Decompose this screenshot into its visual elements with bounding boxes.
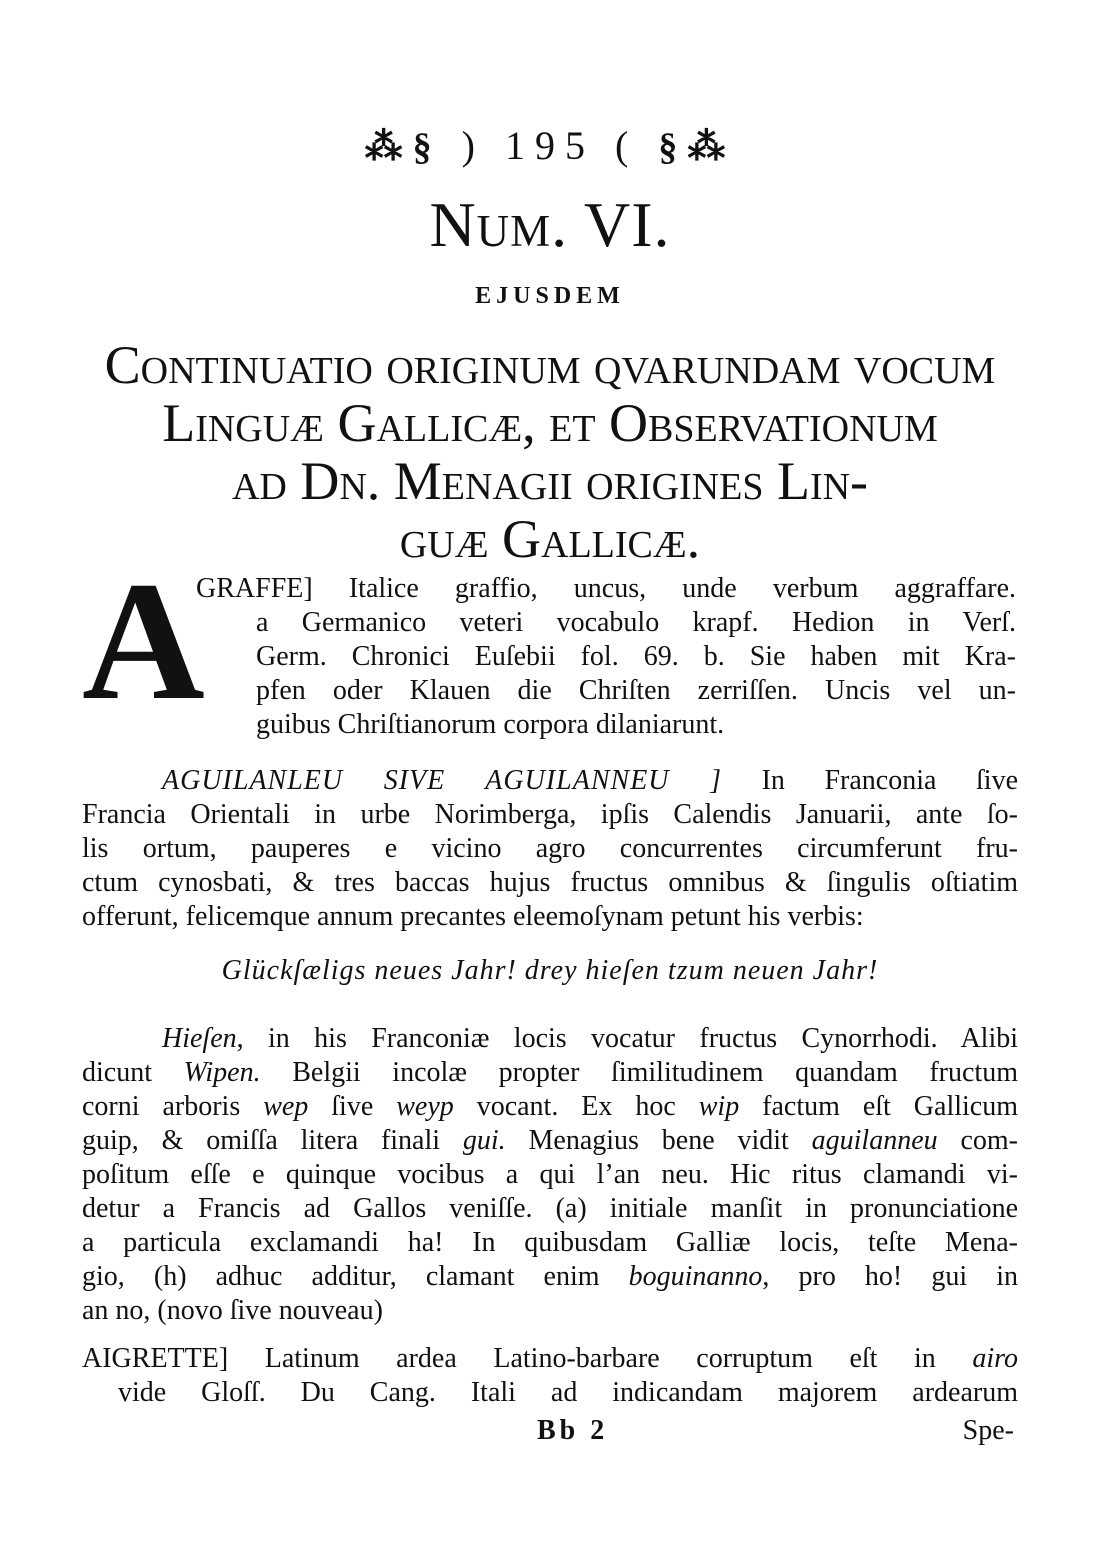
text-line [82, 1090, 1018, 1124]
text-line: pfen oder Klauen die Chriſten zerriſſen. Uncis vel un- [256, 675, 1016, 706]
text-segment: com- [937, 1125, 1019, 1156]
text-segment: ſive [308, 1091, 397, 1122]
text-line: GRAFFE] Italice graffio, uncus, unde verbum aggraffare. [196, 573, 1016, 604]
text-line [82, 1260, 1018, 1294]
italic-word: boguinanno [628, 1261, 763, 1292]
paren-right: ( [615, 123, 639, 168]
page-footer [82, 1414, 1018, 1448]
text-line: a Germanico veteri vocabulo krapf. Hedion in Verſ. [256, 607, 1016, 638]
ornament-left: ⁂§ [364, 126, 442, 168]
text-segment: AIGRETTE] Latinum ardea Latino-barbare corruptum eſt in [82, 1343, 973, 1374]
text-segment: factum eſt Gallicum [739, 1091, 1018, 1122]
main-title-line: guæ Gallicæ. [399, 509, 701, 569]
text-line: detur a Francis ad Gallos veniſſe. (a) initiale manſit in pronunciatione [82, 1193, 1018, 1224]
text-line [82, 1022, 1018, 1056]
entry-hiefen [82, 1022, 1018, 1328]
entry-agraffe-text [196, 572, 1016, 742]
text-segment: Menagius bene vidit [505, 1125, 812, 1156]
text-line [82, 1056, 1018, 1090]
text-line: ctum cynosbati, & tres baccas hujus fructus omnibus & ſingulis oſtiatim [82, 867, 1018, 898]
text-segment: Belgii incolæ propter ſimilitudinem quandam fructum [260, 1057, 1018, 1088]
section-number-title: Num. VI. [429, 189, 671, 260]
text-line: offerunt, felicemque annum precantes eleemoſynam petunt his verbis: [82, 901, 864, 932]
paren-left: ) [461, 123, 485, 168]
main-title-line: ad Dn. Menagii origines Lin- [231, 451, 869, 511]
text-line: lis ortum, pauperes e vicino agro concurrentes circumferunt fru- [82, 833, 1018, 864]
signature-mark: Bb 2 [537, 1415, 609, 1446]
text-segment: , pro ho! gui in [762, 1261, 1018, 1292]
text-line: an no, (novo ſive nouveau) [82, 1295, 383, 1326]
drop-cap: A [82, 547, 205, 735]
italic-word: gui. [462, 1125, 506, 1156]
main-title [60, 336, 1040, 568]
italic-word: airo [972, 1343, 1018, 1374]
italic-word: wep [263, 1091, 309, 1122]
ornament-right: §⁂ [658, 126, 736, 168]
verse-line: Glückſæligs neues Jahr! drey hieſen tzum neuen Jahr! [221, 955, 879, 986]
italic-word: wip [698, 1091, 740, 1122]
page-number: 195 [505, 123, 595, 168]
text-line: poſitum eſſe e quinque vocibus a qui l’an neu. Hic ritus clamandi vi- [82, 1159, 1018, 1190]
entry-aguilanleu [82, 764, 1018, 934]
text-line: a particula exclamandi ha! In quibusdam Galliæ locis, teſte Mena- [82, 1227, 1018, 1258]
text-line: Francia Orientali in urbe Norimberga, ipſis Calendis Januarii, ante ſo- [82, 799, 1018, 830]
headword: AGUILANLEU SIVE AGUILANNEU ] [162, 765, 722, 796]
text-line [82, 764, 1018, 798]
text-line: vide Gloſſ. Du Cang. Itali ad indicandam majorem ardearum [118, 1377, 1018, 1408]
main-title-line: Continuatio originum qvarundam vocum [104, 335, 996, 395]
text-segment: dicunt [82, 1057, 184, 1088]
text-segment: corni arboris [82, 1091, 264, 1122]
entry-aigrette [82, 1342, 1018, 1410]
text-segment: vocant. Ex hoc [453, 1091, 699, 1122]
catchword: Spe- [962, 1415, 1014, 1446]
italic-word: aguilanneu [811, 1125, 938, 1156]
text-line [82, 1342, 1018, 1376]
text-segment: , in his Franconiæ locis vocatur fructus Cynorrhodi. Alibi [236, 1023, 1018, 1054]
text-segment: guip, & omiſſa litera finali [82, 1125, 463, 1156]
text-line [82, 1124, 1018, 1158]
main-title-line: Linguæ Gallicæ, et Observationum [162, 393, 938, 453]
text-line: guibus Chriſtianorum corpora dilaniarunt. [256, 709, 725, 740]
running-head [0, 122, 1100, 169]
italic-word: Hieſen [162, 1023, 237, 1054]
text-line: Germ. Chronici Euſebii fol. 69. b. Sie haben mit Kra- [256, 641, 1016, 672]
ejusdem-heading: EJUSDEM [475, 283, 625, 309]
italic-word: Wipen. [183, 1057, 261, 1088]
text-segment: gio, (h) adhuc additur, clamant enim [82, 1261, 629, 1292]
text-segment: In Franconia ſive [761, 765, 1018, 796]
italic-word: weyp [396, 1091, 454, 1122]
